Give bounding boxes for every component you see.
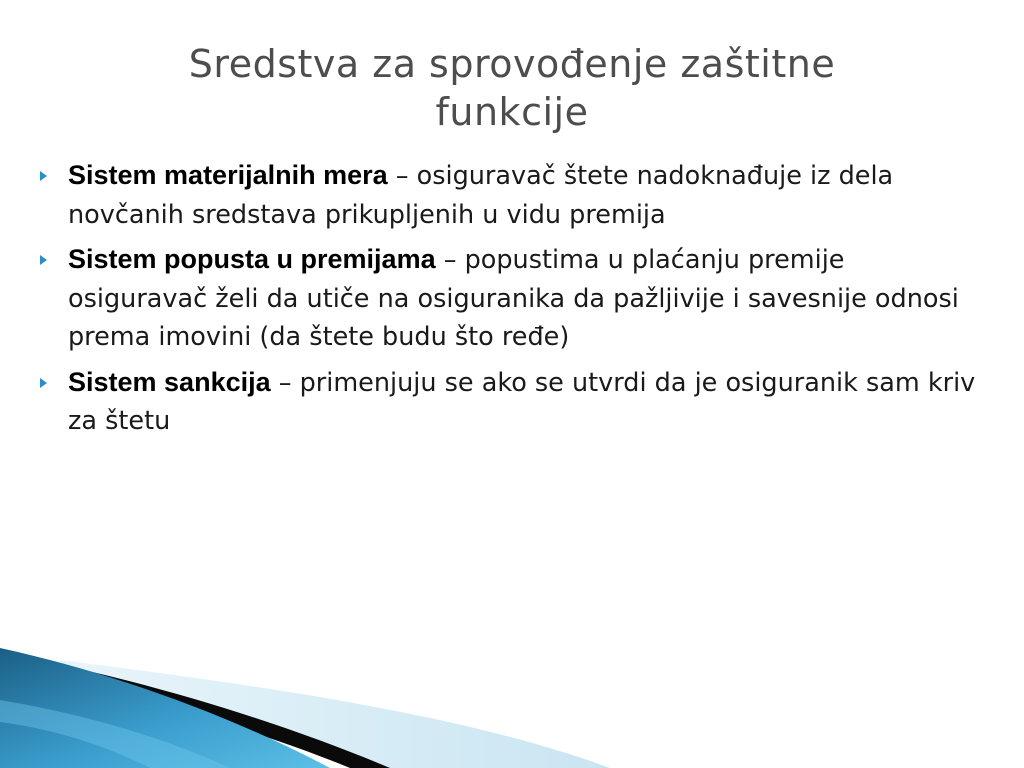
bullet-term: Sistem popusta u premijama	[68, 244, 436, 274]
bullet-description: – popustima u plaćanju premije osiguravač želi da utiče na osiguranika da pažljivije i savesnije odnosi prema imovini (da štete budu što ređe)	[68, 245, 959, 352]
slide-title: Sredstva za sprovođenje zaštitne funkcije	[188, 42, 836, 134]
bullet-description: – osiguravač štete nadoknađuje iz dela novčanih sredstava prikupljenih u vidu premija	[68, 161, 894, 230]
bullet-description: – primenjuju se ako se utvrdi da je osiguranik sam kriv za štetu	[68, 367, 976, 436]
bullet-term: Sistem sankcija	[68, 366, 271, 397]
bullet-term: Sistem materijalnih mera	[68, 160, 388, 190]
